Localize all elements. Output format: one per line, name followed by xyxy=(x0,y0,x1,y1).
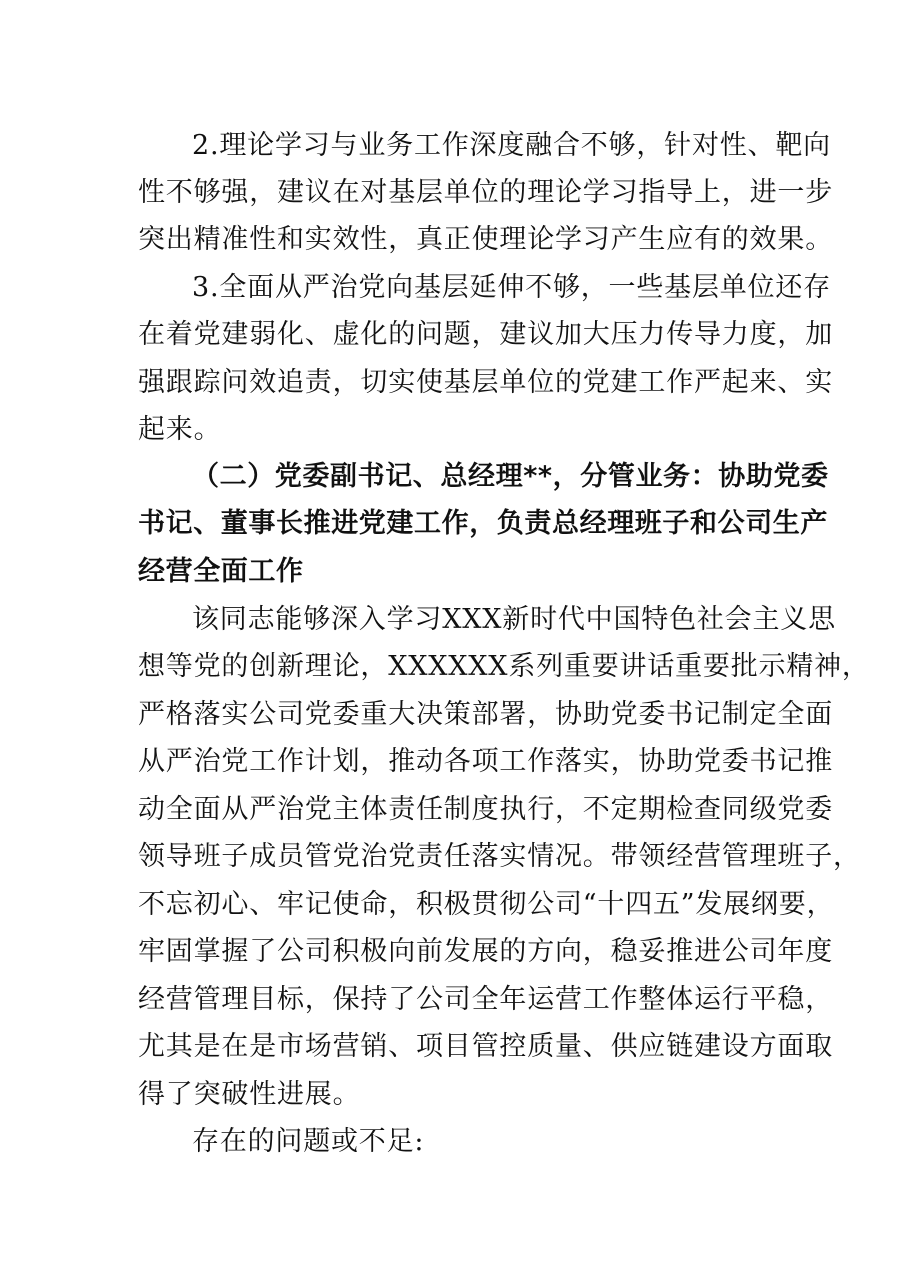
paragraph-3-line-4: 起来。 xyxy=(138,414,222,445)
body-line-8: 牢固掌握了公司积极向前发展的方向，稳妥推进公司年度 xyxy=(138,936,833,967)
paragraph-2-line-1: 2.理论学习与业务工作深度融合不够，针对性、靶向 xyxy=(192,130,831,161)
section-heading-line-2: 书记、董事长推进党建工作，负责总经理班子和公司生产 xyxy=(138,508,828,539)
paragraph-2-line-3: 突出精准性和实效性，真正使理论学习产生应有的效果。 xyxy=(138,224,833,255)
body-line-4: 从严治党工作计划，推动各项工作落实，协助党委书记推 xyxy=(138,746,833,777)
paragraph-3-line-2: 在着党建弱化、虚化的问题，建议加大压力传导力度，加 xyxy=(138,319,833,350)
section-heading-line-3: 经营全面工作 xyxy=(138,556,304,587)
body-line-11: 得了突破性进展。 xyxy=(138,1079,361,1110)
section-heading-line-1: （二）党委副书记、总经理**，分管业务：协助党委 xyxy=(192,461,829,492)
paragraph-3-line-1: 3.全面从严治党向基层延伸不够，一些基层单位还存 xyxy=(192,272,831,303)
issues-label: 存在的问题或不足: xyxy=(192,1126,425,1157)
body-line-6: 领导班子成员管党治党责任落实情况。带领经营管理班子， xyxy=(138,841,861,872)
body-line-5: 动全面从严治党主体责任制度执行，不定期检查同级党委 xyxy=(138,794,833,825)
body-line-10: 尤其是在是市场营销、项目管控质量、供应链建设方面取 xyxy=(138,1031,833,1062)
body-line-2: 想等党的创新理论，XXXXXX系列重要讲话重要批示精神， xyxy=(138,651,870,682)
body-line-9: 经营管理目标，保持了公司全年运营工作整体运行平稳， xyxy=(138,984,833,1015)
body-line-7: 不忘初心、牢记使命，积极贯彻公司“十四五”发展纲要， xyxy=(138,889,835,920)
body-line-1: 该同志能够深入学习XXX新时代中国特色社会主义思 xyxy=(192,604,836,635)
paragraph-2-line-2: 性不够强，建议在对基层单位的理论学习指导上，进一步 xyxy=(138,177,833,208)
paragraph-3-line-3: 强跟踪问效追责，切实使基层单位的党建工作严起来、实 xyxy=(138,367,833,398)
body-line-3: 严格落实公司党委重大决策部署，协助党委书记制定全面 xyxy=(138,699,833,730)
